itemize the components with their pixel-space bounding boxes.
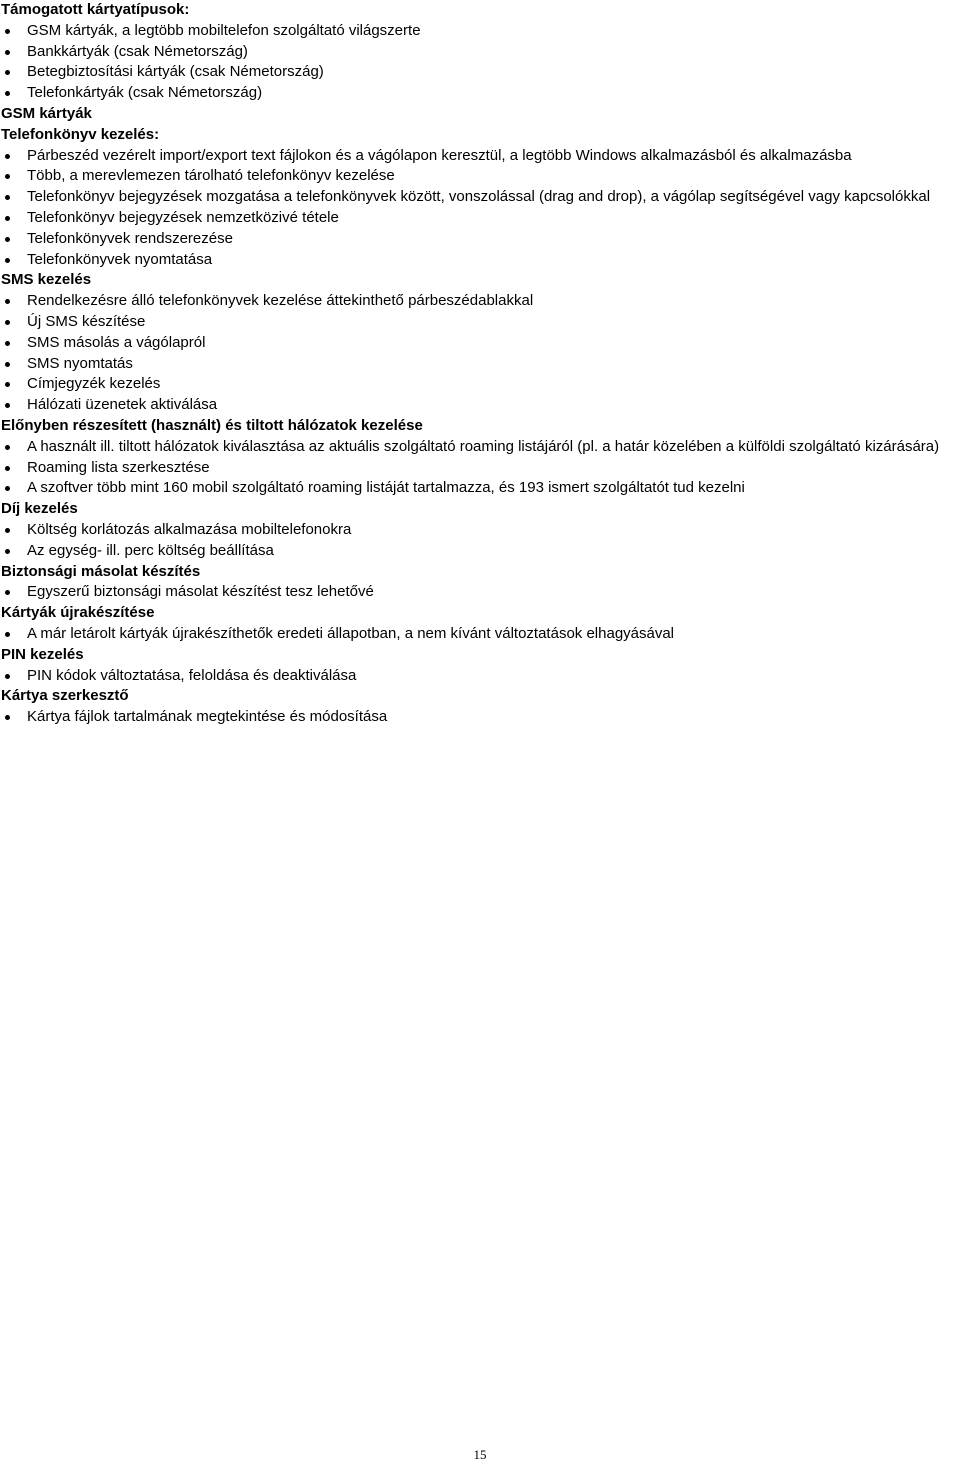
list-item [0,187,960,208]
section-backup [0,562,960,604]
section-fee-management [0,499,960,561]
section-pin-management [0,645,960,687]
list-item [0,374,960,395]
bullet-icon [5,445,10,450]
list-item [0,582,960,603]
bullet-list [0,582,960,603]
list-item [0,333,960,354]
bullet-icon [5,216,10,221]
section-heading: GSM kártyák [1,104,92,122]
bullet-icon [5,466,10,471]
list-item [0,624,960,645]
bullet-list [0,624,960,645]
list-item [0,146,960,167]
list-item [0,541,960,562]
bullet-icon [5,320,10,325]
bullet-list [0,21,960,104]
bullet-icon [5,674,10,679]
list-item-text: Költség korlátozás alkalmazása mobiltelefonokra [27,520,352,538]
list-item [0,437,960,458]
list-item-text: SMS nyomtatás [27,354,133,372]
bullet-icon [5,632,10,637]
list-item-text: Telefonkönyvek rendszerezése [27,229,233,247]
list-item-text: SMS másolás a vágólapról [27,333,206,351]
section-heading: Kártyák újrakészítése [1,604,155,622]
list-item-text: Kártya fájlok tartalmának megtekintése és módosítása [27,708,388,726]
page-number: 15 [473,1447,487,1462]
list-item-text: A használt ill. tiltott hálózatok kiválasztása az aktuális szolgáltató roaming listájáról (pl. a határ közelében a külföldi szolgáltató kizárására) [27,437,940,455]
list-item-text: PIN kódok változtatása, feloldása és deaktiválása [27,666,357,684]
section-heading: Kártya szerkesztő [1,687,129,705]
list-item-text: Telefonkönyv bejegyzések mozgatása a telefonkönyvek között, vonszolással (drag and drop), a vágólap segítségével vagy kapcsolókkal [27,188,931,206]
bullet-list [0,520,960,562]
bullet-icon [5,174,10,179]
list-item-text: Telefonkönyv bejegyzések nemzetközivé tétele [27,208,339,226]
list-item-text: Telefonkönyvek nyomtatása [27,250,213,268]
list-item-text: Telefonkártyák (csak Németország) [27,84,263,102]
section-network-management [0,416,960,499]
section-sms-management [0,270,960,416]
bullet-icon [5,341,10,346]
section-phonebook-management [0,125,960,271]
list-item [0,83,960,104]
bullet-icon [5,549,10,554]
bullet-icon [5,528,10,533]
bullet-list [0,437,960,499]
list-item-text: Betegbiztosítási kártyák (csak Németország) [27,63,324,81]
bullet-icon [5,195,10,200]
list-item [0,520,960,541]
list-item [0,21,960,42]
list-item [0,291,960,312]
bullet-icon [5,258,10,263]
list-item-text: A már letárolt kártyák újrakészíthetők eredeti állapotban, a nem kívánt változtatások elhagyásával [27,624,675,642]
list-item [0,354,960,375]
section-heading: Biztonsági másolat készítés [1,562,201,580]
section-heading: Díj kezelés [1,500,78,518]
bullet-icon [5,362,10,367]
bullet-icon [5,590,10,595]
bullet-icon [5,715,10,720]
list-item [0,458,960,479]
list-item [0,208,960,229]
section-heading: Előnyben részesített (használt) és tiltott hálózatok kezelése [1,416,423,434]
bullet-list [0,291,960,416]
bullet-icon [5,486,10,491]
bullet-list [0,146,960,271]
list-item [0,250,960,271]
bullet-icon [5,403,10,408]
list-item-text: GSM kártyák, a legtöbb mobiltelefon szolgáltató világszerte [27,21,421,39]
list-item [0,707,960,728]
bullet-icon [5,237,10,242]
list-item-text: Roaming lista szerkesztése [27,458,210,476]
section-heading: Telefonkönyv kezelés: [1,125,160,143]
bullet-icon [5,70,10,75]
list-item [0,229,960,250]
list-item [0,62,960,83]
bullet-icon [5,382,10,387]
section-gsm-cards [0,104,960,125]
list-item [0,395,960,416]
list-item-text: Bankkártyák (csak Németország) [27,42,248,60]
section-card-restore [0,603,960,645]
bullet-icon [5,91,10,96]
bullet-icon [5,154,10,159]
bullet-list [0,666,960,687]
list-item [0,166,960,187]
section-heading: Támogatott kártyatípusok: [1,1,190,18]
section-supported-card-types [0,0,960,104]
document-body [0,0,960,728]
bullet-list [0,707,960,728]
list-item-text: Címjegyzék kezelés [27,375,161,393]
list-item [0,478,960,499]
bullet-icon [5,50,10,55]
list-item-text: Új SMS készítése [27,312,146,330]
list-item [0,666,960,687]
section-heading: PIN kezelés [1,645,84,663]
list-item-text: Egyszerű biztonsági másolat készítést tesz lehetővé [27,583,374,601]
list-item-text: Párbeszéd vezérelt import/export text fájlokon és a vágólapon keresztül, a legtöbb Windows alkalmazásból és alkalmazásba [27,146,852,164]
section-card-editor [0,686,960,728]
bullet-icon [5,29,10,34]
section-heading: SMS kezelés [1,271,92,289]
list-item [0,312,960,333]
list-item-text: A szoftver több mint 160 mobil szolgáltató roaming listáját tartalmazza, és 193 ismert szolgáltatót tud kezelni [27,479,745,497]
list-item-text: Az egység- ill. perc költség beállítása [27,541,274,559]
list-item-text: Rendelkezésre álló telefonkönyvek kezelése áttekinthető párbeszédablakkal [27,292,534,310]
bullet-icon [5,299,10,304]
list-item [0,42,960,63]
list-item-text: Hálózati üzenetek aktiválása [27,396,218,414]
list-item-text: Több, a merevlemezen tárolható telefonkönyv kezelése [27,167,395,185]
